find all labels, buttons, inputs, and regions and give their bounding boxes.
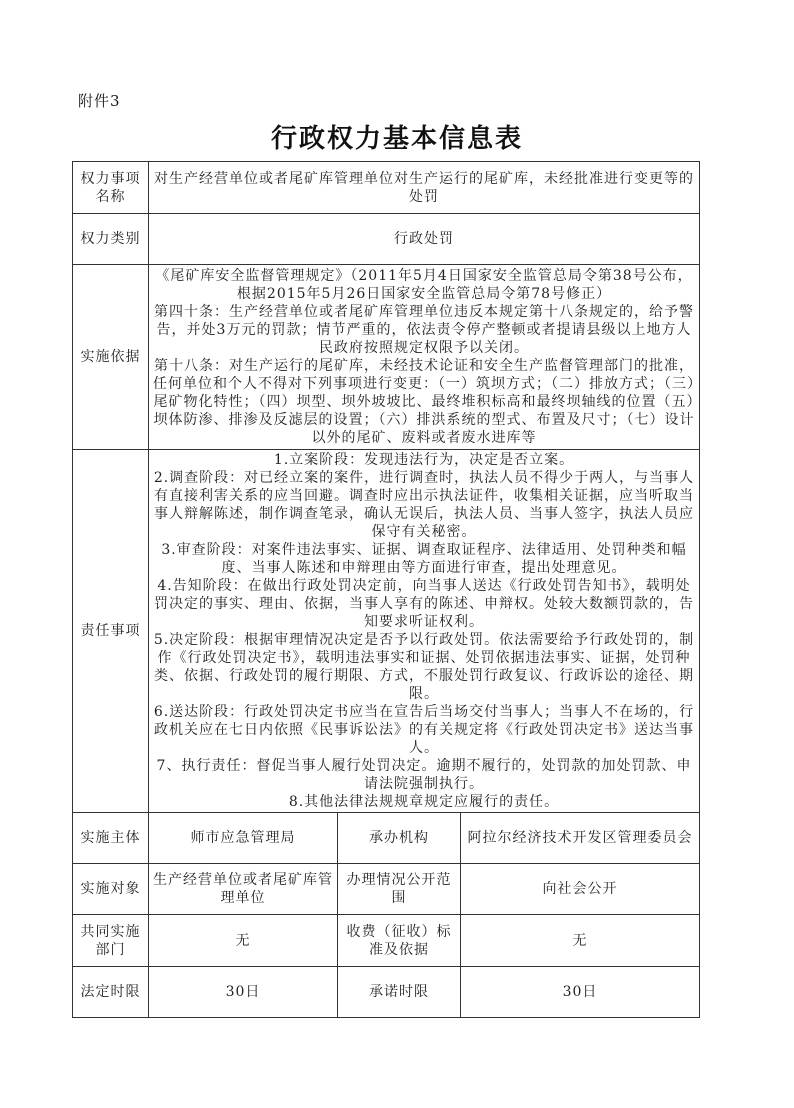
responsibility-item: 7、执行责任：督促当事人履行处罚决定。逾期不履行的，处罚款的加处罚款、申请法院强制执行。 bbox=[156, 758, 692, 792]
table-row-responsibility bbox=[73, 450, 700, 813]
target-label: 实施对象 bbox=[73, 864, 149, 915]
basis-value bbox=[149, 265, 700, 450]
fee-standard-value: 无 bbox=[461, 915, 700, 967]
responsibility-value bbox=[149, 450, 700, 813]
responsibility-item: 5.决定阶段：根据审理情况决定是否予以行政处罚。依法需要给予行政处罚的，制作《行政处罚决定书》，载明违法事实和证据、处罚依据违法事实、证据，处罚种类、依据、行政处罚的履行期限、方式，不服处罚行政复议、行政诉讼的途径、期限。 bbox=[153, 632, 695, 702]
table-row-time-limit bbox=[73, 967, 700, 1018]
legal-time-limit-label: 法定时限 bbox=[73, 967, 149, 1018]
legal-time-limit-value: 30日 bbox=[149, 967, 338, 1018]
basis-paragraph: 第四十条：生产经营单位或者尾矿库管理单位违反本规定第十八条规定的，给予警告，并处3万元的罚款；情节严重的，依法责令停产整顿或者提请县级以上地方人民政府按照规定权限予以关闭。 bbox=[154, 304, 694, 356]
responsibility-item: 3.审查阶段：对案件违法事实、证据、调查取证程序、法律适用、处罚种类和幅度、当事人陈述和申辩理由等方面进行审查，提出处理意见。 bbox=[161, 542, 687, 576]
disclosure-scope-value: 向社会公开 bbox=[461, 864, 700, 915]
table-row-subject bbox=[73, 813, 700, 864]
joint-dept-value: 无 bbox=[149, 915, 338, 967]
basis-paragraph: 第十八条：对生产运行的尾矿库，未经技术论证和安全生产监督管理部门的批准，任何单位和个人不得对下列事项进行变更：（一）筑坝方式；（二）排放方式；（三）尾矿物化特性；（四）坝型、坝外坡坡比、最终堆积标高和最终坝轴线的位置（五）坝体防渗、排渗及反滤层的设置；（六）排洪系统的型式、布置及尺寸；（七）设计以外的尾矿、废料或者废水进库等 bbox=[153, 358, 695, 446]
joint-dept-label: 共同实施部门 bbox=[73, 915, 149, 967]
handling-agency-label: 承办机构 bbox=[338, 813, 461, 864]
page-title: 行政权力基本信息表 bbox=[270, 124, 523, 154]
responsibility-label: 责任事项 bbox=[73, 450, 149, 813]
table-row-basis bbox=[73, 265, 700, 450]
responsibility-item: 6.送达阶段：行政处罚决定书应当在宣告后当场交付当事人；当事人不在场的，行政机关应在七日内依照《民事诉讼法》的有关规定将《行政处罚决定书》送达当事人。 bbox=[153, 704, 695, 756]
name-label: 权力事项名称 bbox=[73, 162, 149, 214]
table-row-name bbox=[73, 162, 700, 214]
fee-standard-label: 收费（征收）标准及依据 bbox=[338, 915, 461, 967]
target-value: 生产经营单位或者尾矿库管理单位 bbox=[149, 864, 338, 915]
name-value: 对生产经营单位或者尾矿库管理单位对生产运行的尾矿库，未经批准进行变更等的处罚 bbox=[149, 162, 700, 214]
category-value: 行政处罚 bbox=[149, 214, 700, 265]
promised-time-limit-label: 承诺时限 bbox=[338, 967, 461, 1018]
table-row-target bbox=[73, 864, 700, 915]
table-row-category bbox=[73, 214, 700, 265]
attachment-label: 附件3 bbox=[78, 92, 121, 110]
info-table bbox=[72, 161, 700, 1018]
subject-value: 师市应急管理局 bbox=[149, 813, 338, 864]
basis-label: 实施依据 bbox=[73, 265, 149, 450]
table-row-joint bbox=[73, 915, 700, 967]
disclosure-scope-label: 办理情况公开范围 bbox=[338, 864, 461, 915]
promised-time-limit-value: 30日 bbox=[461, 967, 700, 1018]
responsibility-item: 1.立案阶段：发现违法行为，决定是否立案。 bbox=[273, 452, 575, 468]
category-label: 权力类别 bbox=[73, 214, 149, 265]
subject-label: 实施主体 bbox=[73, 813, 149, 864]
responsibility-item: 4.告知阶段：在做出行政处罚决定前，向当事人送达《行政处罚告知书》，载明处罚决定的事实、理由、依据，当事人享有的陈述、申辩权。处较大数额罚款的，告知要求听证权利。 bbox=[154, 578, 694, 630]
responsibility-item: 2.调查阶段：对已经立案的案件，进行调查时，执法人员不得少于两人，与当事人有直接利害关系的应当回避。调查时应出示执法证件，收集相关证据，应当听取当事人辩解陈述，制作调查笔录，确认无误后，执法人员、当事人签字，执法人员应保守有关秘密。 bbox=[153, 470, 695, 540]
basis-paragraph: 《尾矿库安全监督管理规定》（2011年5月4日国家安全监管总局令第38号公布，根据2015年5月26日国家安全监管总局令第78号修正） bbox=[155, 268, 693, 302]
handling-agency-value: 阿拉尔经济技术开发区管理委员会 bbox=[461, 813, 700, 864]
responsibility-item: 8.其他法律法规规章规定应履行的责任。 bbox=[288, 794, 560, 810]
